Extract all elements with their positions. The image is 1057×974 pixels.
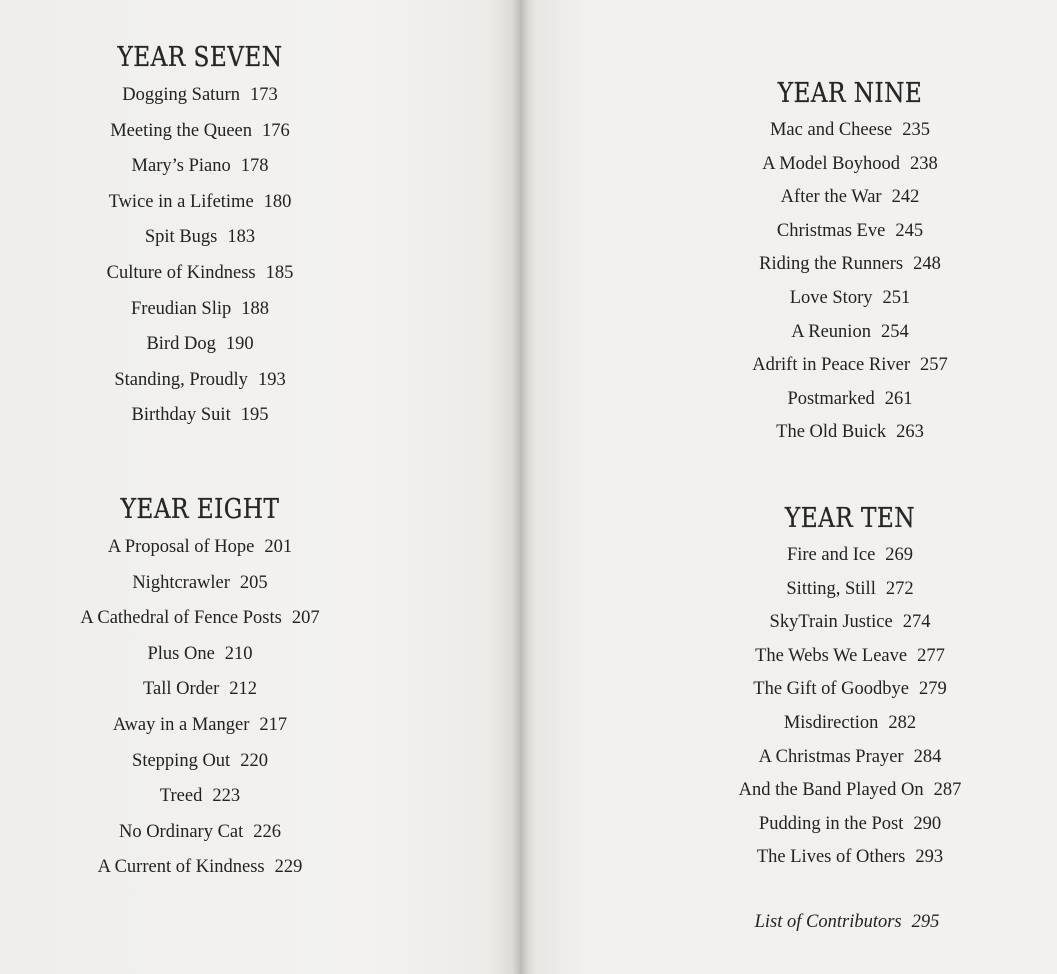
entry-title: Postmarked [787, 388, 875, 409]
entry-page: 272 [885, 578, 914, 599]
entry-page: 277 [917, 645, 945, 666]
entry-page: 180 [263, 191, 292, 212]
entry-page: 173 [249, 85, 278, 105]
entry-title: Misdirection [783, 712, 879, 733]
section-year-eight [40, 490, 360, 886]
toc-entry [40, 530, 360, 566]
entry-page: 251 [882, 287, 911, 308]
entry-page: 226 [253, 821, 282, 842]
entry-page: 201 [264, 537, 293, 557]
toc-entry [40, 327, 360, 363]
entry-page: 261 [884, 388, 913, 409]
entry-page: 229 [274, 857, 303, 878]
toc-entry [40, 637, 360, 673]
toc-entry [690, 282, 1010, 316]
toc-entry [690, 215, 1010, 249]
entry-page: 290 [913, 813, 942, 834]
toc-entry [690, 741, 1010, 775]
toc-entry [690, 349, 1010, 383]
entry-page: 235 [902, 120, 930, 140]
entry-page: 207 [291, 608, 320, 629]
toc-entry [40, 566, 360, 602]
entry-title: Love Story [789, 287, 873, 308]
entry-title: Riding the Runners [759, 254, 904, 275]
entry-page: 223 [212, 786, 241, 807]
section-heading: YEAR TEN [784, 503, 916, 534]
entry-title: The Lives of Others [756, 847, 906, 868]
entry-title: A Proposal of Hope [107, 537, 255, 557]
toc-list [690, 114, 1010, 450]
entry-page: 176 [262, 120, 290, 141]
entry-page: 212 [229, 679, 258, 700]
toc-entry [690, 808, 1010, 842]
entry-title: Freudian Slip [131, 298, 232, 319]
toc-entry [690, 416, 1010, 450]
toc-entry [40, 78, 360, 114]
entry-page: 254 [880, 321, 909, 342]
entry-title: Bird Dog [146, 334, 216, 355]
entry-title: Meeting the Queen [110, 120, 253, 141]
entry-page: 263 [896, 422, 924, 443]
toc-entry [690, 148, 1010, 182]
entry-title: Birthday Suit [131, 405, 231, 426]
contributors-title: List of Contributors [754, 912, 902, 932]
entry-page: 287 [933, 780, 962, 801]
entry-title: And the Band Played On [738, 780, 924, 801]
entry-title: Culture of Kindness [106, 262, 256, 283]
entry-title: Nightcrawler [132, 572, 230, 593]
toc-entry [40, 149, 360, 185]
section-year-seven [40, 38, 360, 434]
toc-entry [40, 220, 360, 256]
entry-page: 193 [257, 369, 286, 390]
toc-entry [690, 539, 1010, 573]
toc-list [40, 78, 360, 434]
toc-entry [40, 601, 360, 637]
toc-entry [690, 707, 1010, 741]
entry-title: Adrift in Peace River [752, 355, 910, 376]
book-gutter [512, 0, 528, 974]
entry-title: A Reunion [791, 321, 871, 342]
entry-title: A Model Boyhood [762, 153, 900, 174]
toc-entry [40, 779, 360, 815]
contributors-page: 295 [911, 912, 940, 932]
toc-entry [40, 292, 360, 328]
toc-entry [40, 114, 360, 150]
toc-entry [40, 744, 360, 780]
toc-entry [40, 256, 360, 292]
entry-page: 210 [224, 643, 253, 664]
entry-page: 220 [240, 750, 268, 771]
entry-page: 269 [885, 545, 914, 565]
toc-entry [690, 573, 1010, 607]
entry-title: Fire and Ice [786, 545, 876, 565]
toc-entry [690, 181, 1010, 215]
entry-page: 274 [902, 612, 931, 633]
toc-entry [690, 640, 1010, 674]
entry-page: 282 [888, 712, 917, 733]
entry-page: 284 [913, 746, 942, 767]
toc-entry [690, 383, 1010, 417]
entry-title: Dogging Saturn [122, 85, 240, 105]
entry-page: 188 [241, 298, 269, 319]
entry-title: The Webs We Leave [755, 645, 908, 666]
toc-entry [40, 672, 360, 708]
entry-page: 238 [909, 153, 938, 174]
entry-title: Treed [159, 786, 203, 807]
entry-title: Mac and Cheese [769, 120, 893, 140]
toc-list [40, 530, 360, 886]
entry-page: 279 [918, 679, 947, 700]
entry-title: A Christmas Prayer [758, 746, 904, 767]
toc-entry [40, 398, 360, 434]
section-year-ten [690, 499, 1010, 875]
entry-title: Stepping Out [132, 750, 231, 771]
entry-page: 190 [225, 334, 254, 355]
entry-title: Sitting, Still [786, 578, 876, 599]
entry-title: The Gift of Goodbye [753, 679, 909, 700]
toc-entry [40, 185, 360, 221]
entry-page: 195 [240, 405, 269, 426]
toc-entry [690, 114, 1010, 148]
entry-page: 183 [227, 227, 256, 248]
toc-entry [40, 850, 360, 886]
entry-title: A Current of Kindness [97, 857, 265, 878]
entry-title: The Old Buick [776, 422, 887, 443]
entry-page: 178 [240, 156, 269, 177]
entry-page: 205 [239, 572, 268, 593]
entry-page: 257 [919, 355, 948, 376]
entry-page: 293 [915, 847, 944, 868]
toc-entry [690, 673, 1010, 707]
entry-title: Spit Bugs [144, 227, 218, 248]
entry-title: A Cathedral of Fence Posts [80, 608, 282, 629]
section-heading: YEAR EIGHT [120, 494, 280, 525]
section-year-nine [690, 74, 1010, 450]
entry-title: No Ordinary Cat [118, 821, 244, 842]
toc-entry [690, 841, 1010, 875]
entry-title: Standing, Proudly [114, 369, 248, 390]
toc-entry [40, 363, 360, 399]
toc-entry [690, 316, 1010, 350]
entry-title: Pudding in the Post [758, 813, 904, 834]
toc-entry [40, 708, 360, 744]
toc-entry [690, 606, 1010, 640]
entry-title: Twice in a Lifetime [108, 191, 254, 212]
entry-title: After the War [780, 187, 882, 208]
entry-page: 185 [265, 262, 294, 283]
toc-entry [40, 815, 360, 851]
entry-page: 217 [259, 714, 288, 735]
contributors-entry [740, 912, 954, 933]
entry-title: Christmas Eve [776, 220, 886, 241]
entry-title: Mary’s Piano [131, 156, 231, 177]
entry-title: SkyTrain Justice [769, 612, 893, 633]
toc-entry [690, 248, 1010, 282]
toc-list [690, 539, 1010, 875]
toc-entry [690, 774, 1010, 808]
entry-page: 245 [895, 220, 924, 241]
entry-page: 242 [891, 187, 920, 208]
entry-title: Tall Order [142, 679, 220, 700]
entry-title: Away in a Manger [112, 714, 250, 735]
entry-title: Plus One [147, 643, 215, 664]
section-heading: YEAR SEVEN [117, 42, 283, 73]
section-heading: YEAR NINE [777, 78, 923, 109]
entry-page: 248 [913, 254, 941, 275]
